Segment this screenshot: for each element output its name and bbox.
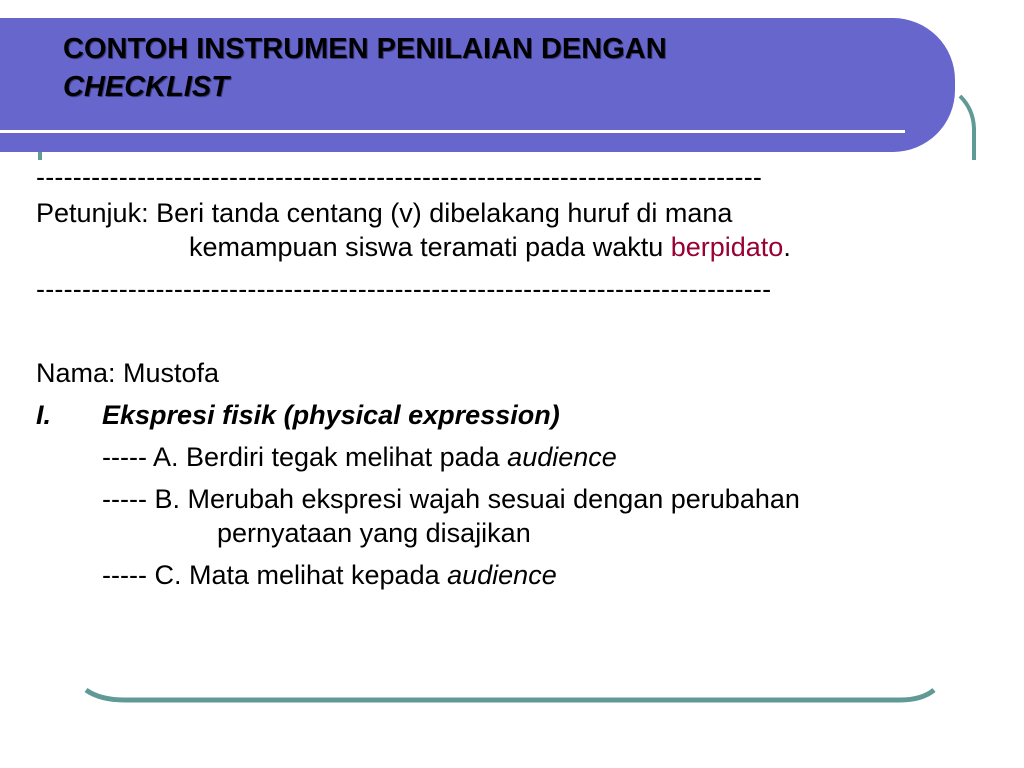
section-heading bbox=[36, 398, 996, 432]
checklist-item-b bbox=[36, 482, 996, 550]
student-name: Nama: Mustofa bbox=[36, 358, 220, 388]
dash-separator-bottom: -------------------------------------------------------------------------------- bbox=[36, 274, 772, 304]
checklist-item-a bbox=[36, 440, 996, 474]
title-line-1: CONTOH INSTRUMEN PENILAIAN DENGAN bbox=[63, 33, 667, 65]
instruction-line-1: Petunjuk: Beri tanda centang (v) dibelakang huruf di mana bbox=[36, 198, 733, 228]
checklist-item-a-text: ----- A. Berdiri tegak melihat pada bbox=[102, 442, 508, 472]
slide-title bbox=[63, 30, 667, 106]
checklist-item-b-line-2: pernyataan yang disajikan bbox=[217, 518, 531, 548]
dash-separator-top: ------------------------------------------------------------------------------- bbox=[36, 162, 763, 192]
instruction-line-2 bbox=[36, 230, 996, 264]
title-line-2: CHECKLIST bbox=[63, 71, 229, 103]
checklist-item-c-italic: audience bbox=[447, 560, 557, 590]
highlight-word: berpidato bbox=[670, 232, 784, 262]
instruction-line-2-text: kemampuan siswa teramati pada waktu bbox=[189, 232, 671, 262]
section-title: Ekspresi fisik (physical expression) bbox=[102, 400, 560, 430]
checklist-item-a-italic: audience bbox=[507, 442, 617, 472]
checklist-item-b-line-1: ----- B. Merubah ekspresi wajah sesuai dengan perubahan bbox=[102, 484, 800, 514]
instruction-paragraph bbox=[36, 196, 996, 264]
checklist-item-c-text: ----- C. Mata melihat kepada bbox=[102, 560, 448, 590]
title-underline bbox=[0, 130, 905, 133]
checklist-item-c bbox=[36, 558, 996, 592]
slide-body bbox=[36, 160, 996, 592]
section-number: I. bbox=[36, 400, 52, 430]
instruction-period: . bbox=[783, 232, 791, 262]
